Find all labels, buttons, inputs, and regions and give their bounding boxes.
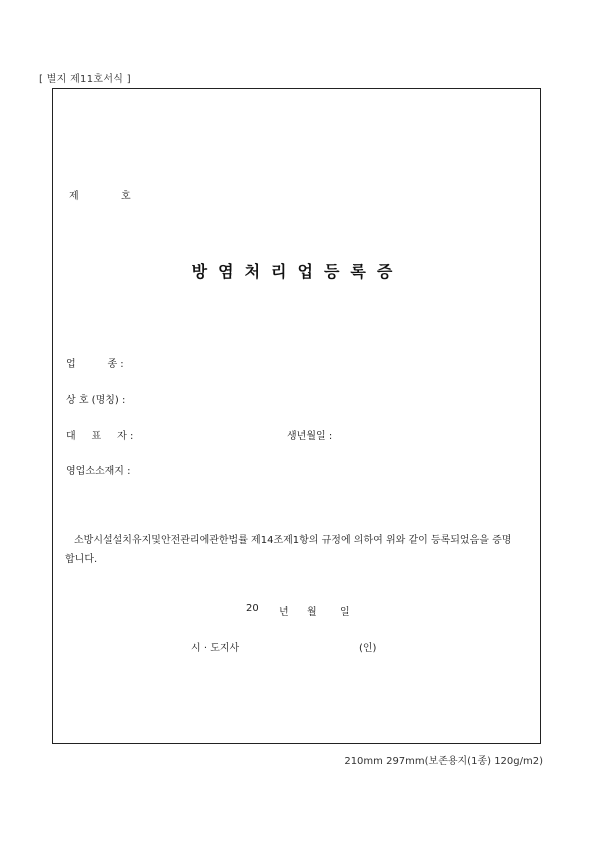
paper-spec: 210mm 297mm(보존용지(1종) 120g/m2) (344, 756, 543, 767)
number-label-je: 제 (69, 191, 79, 202)
field-representative: 대 표 자 : (66, 431, 134, 442)
field-address: 영업소소재지 : (66, 466, 131, 477)
field-birth-date: 생년월일 : (287, 431, 333, 442)
date-day: 일 (340, 607, 350, 618)
date-prefix: 20 (246, 603, 259, 614)
date-year: 년 (279, 607, 289, 618)
number-label-ho: 호 (121, 191, 131, 202)
certificate-frame (52, 88, 541, 744)
certificate-title: 방염처리업등록증 (191, 262, 404, 281)
date-month: 월 (307, 607, 317, 618)
form-label: [ 별지 제11호서식 ] (39, 74, 131, 85)
issuer-label: 시 · 도지사 (191, 643, 240, 654)
field-business-type: 업 종 : (66, 359, 124, 370)
seal-label: (인) (359, 643, 377, 654)
certification-statement: 소방시설설치유지및안전관리에관한법률 제14조제1항의 규정에 의하여 위와 같이 등록되었음을 증명합니다. (65, 535, 512, 565)
field-trade-name: 상 호 (명칭) : (66, 395, 126, 406)
